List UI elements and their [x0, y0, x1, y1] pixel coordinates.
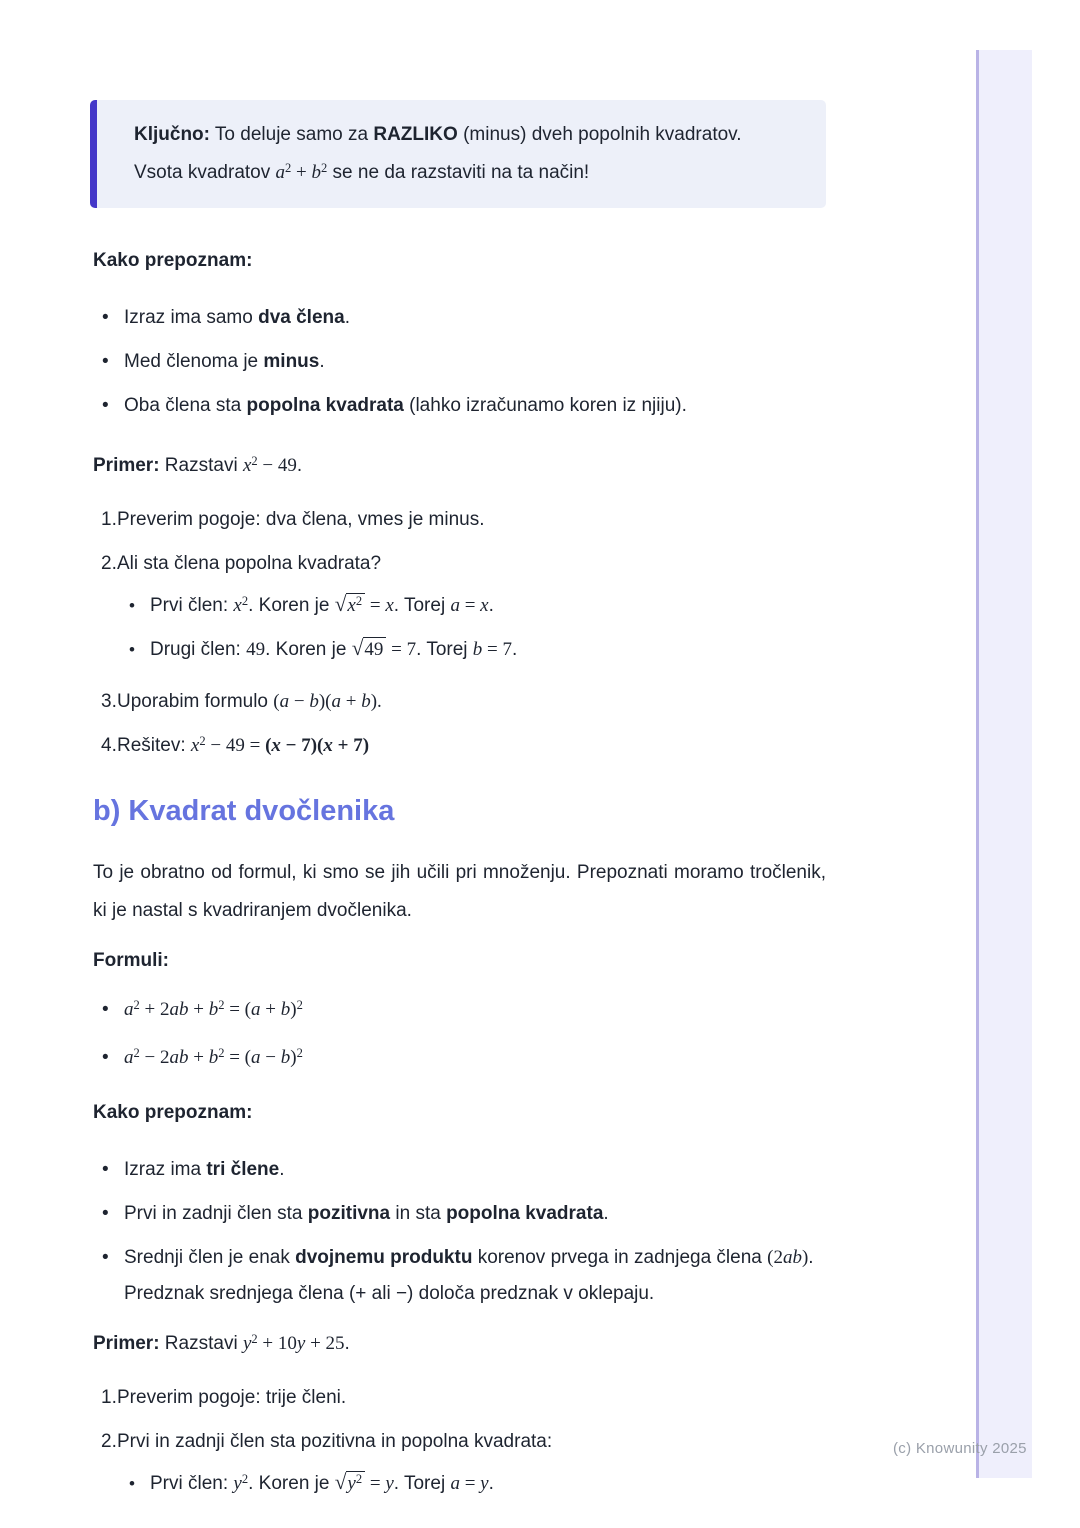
numbered-steps-2 — [93, 1380, 826, 1510]
list-number: 3. — [101, 691, 117, 712]
formula-item: • $a^2 + 2ab + b^2 = (a + b)^2$ — [93, 992, 826, 1028]
list-item: • Oba člena sta popolna kvadrata (lahko izračunamo koren iz njiju). — [93, 388, 826, 424]
next-page-edge — [976, 50, 1032, 1478]
formula-item: • $a^2 - 2ab + b^2 = (a - b)^2$ — [93, 1040, 826, 1076]
step-item: 1. Preverim pogoje: dva člena, vmes je minus. — [93, 502, 826, 538]
step-item: 3. Uporabim formulo (a − b)(a + b). — [93, 684, 826, 720]
sub-bullet-list — [127, 1466, 826, 1502]
example-line-1: Primer: Razstavi $x^2 - 49$. — [93, 454, 303, 476]
step-item: 2. Ali sta člena popolna kvadrata? • Prvi člen: $x^2$. Koren je $√x^2 = x$. Torej a = x. • Drugi člen: 49. Koren je √49 = 7. Torej b = 7. — [93, 546, 826, 676]
list-number: 2. — [101, 553, 117, 574]
list-item: • Srednji člen je enak dvojnemu produktu korenov prvega in zadnjega člena (2ab). Predznak srednjega člena (+ ali −) določa predznak v oklepaju. — [93, 1240, 826, 1312]
list-number: 2. — [101, 1431, 117, 1452]
document-page — [93, 100, 826, 1518]
list-number: 4. — [101, 735, 117, 756]
bullet-list-recognize-1 — [93, 300, 826, 424]
formula-list — [93, 992, 826, 1076]
bullet-list-recognize-2 — [93, 1152, 826, 1312]
sub-bullet-list — [127, 588, 826, 668]
step-item: 4. Rešitev: $x^2 - 49 = (x - 7)(x + 7)$ — [93, 728, 826, 764]
subheading-kako-prepoznam-2: Kako prepoznam: — [93, 1102, 253, 1123]
subheading-formuli: Formuli: — [93, 950, 169, 971]
section-b-intro: To je obratno od formul, ki smo se jih učili pri množenju. Prepoznati moramo tročlenik, ki je nastal s kvadriranjem dvočlenika. — [93, 862, 826, 921]
key-note-callout — [90, 100, 826, 208]
list-item: • Med členoma je minus. — [93, 344, 826, 380]
step-item: 1. Preverim pogoje: trije členi. — [93, 1380, 826, 1416]
list-item: • Izraz ima tri člene. — [93, 1152, 826, 1188]
list-number: 1. — [101, 1387, 117, 1408]
section-heading-b: b) Kvadrat dvočlenika — [93, 795, 395, 827]
subheading-kako-prepoznam-1: Kako prepoznam: — [93, 250, 253, 271]
example-line-2: Primer: Razstavi $y^2 + 10y + 25$. — [93, 1332, 350, 1354]
copyright-watermark: (c) Knowunity 2025 — [893, 1440, 1027, 1457]
numbered-steps-1 — [93, 502, 826, 764]
sub-list-item: • Drugi člen: 49. Koren je √49 = 7. Torej b = 7. — [127, 632, 826, 668]
list-item: • Izraz ima samo dva člena. — [93, 300, 826, 336]
step-item: 2. Prvi in zadnji člen sta pozitivna in popolna kvadrata: • Prvi člen: $y^2$. Koren je $√y^2 = y$. Torej a = y. — [93, 1424, 826, 1510]
sub-list-item: • Prvi člen: $y^2$. Koren je $√y^2 = y$. Torej a = y. — [127, 1466, 826, 1502]
list-number: 1. — [101, 509, 117, 530]
callout-text: Ključno: To deluje samo za RAZLIKO (minus) dveh popolnih kvadratov. Vsota kvadratov $a^2 + b^2$ se ne da razstaviti na ta način! — [134, 124, 742, 183]
list-item: • Prvi in zadnji člen sta pozitivna in sta popolna kvadrata. — [93, 1196, 826, 1232]
sub-list-item: • Prvi člen: $x^2$. Koren je $√x^2 = x$. Torej a = x. — [127, 588, 826, 624]
